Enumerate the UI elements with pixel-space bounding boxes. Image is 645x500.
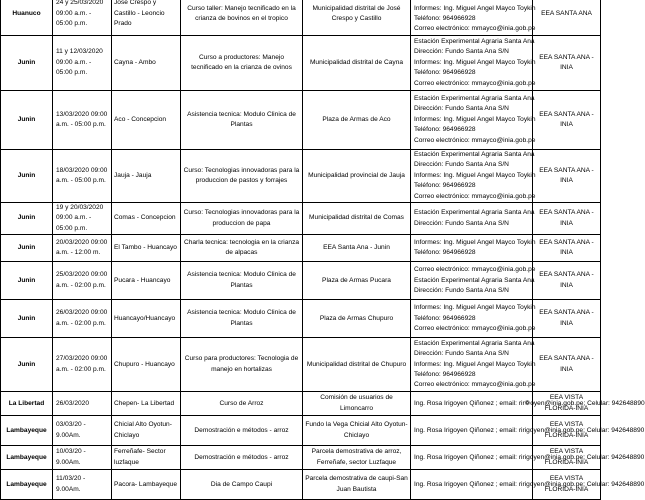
location-cell <box>112 150 181 203</box>
activity-text: Demostración e métodos - arroz <box>194 453 289 461</box>
unit-text: EEA SANTA ANA - INIA <box>539 309 594 327</box>
activity-cell <box>181 262 303 300</box>
activity-text: Dia de Campo Caupi <box>210 480 273 488</box>
date-text: 13/03/2020 09:00 a.m. - 05:00 p.m. <box>56 110 108 128</box>
contact-info-cell <box>411 235 536 262</box>
location-text: El Tambo - Huancayo <box>114 244 177 252</box>
contact-line: Correo electrónico: mmayco@inia.gob.pe <box>414 25 536 33</box>
contact-line: Estación Experimental Agraria Santa Ana <box>414 339 535 347</box>
region-cell <box>1 0 53 36</box>
date-cell <box>53 203 112 235</box>
venue-cell <box>303 0 411 36</box>
region-text: Junin <box>17 314 36 322</box>
date-cell <box>53 446 112 470</box>
activity-text: Curso a productores: Manejo tecnificado en la crianza de ovinos <box>191 53 292 71</box>
contact-info-cell <box>411 203 533 235</box>
unit-cell <box>533 338 601 392</box>
region-cell <box>1 470 53 500</box>
location-text: Ferreñafe- Sector luzfaque <box>114 448 166 466</box>
table-row <box>1 235 601 262</box>
activity-text: Asistencia tecnica: Modulo Clinica de Plantas <box>187 309 296 327</box>
contact-info-cell <box>411 36 536 91</box>
date-text: 10/03/20 - 9.00Am. <box>56 448 86 466</box>
region-cell <box>1 392 53 416</box>
activity-cell <box>181 36 303 91</box>
location-text: Chepen- La Libertad <box>114 399 175 407</box>
table-row <box>1 300 601 338</box>
location-cell <box>112 446 181 470</box>
region-text: Junin <box>17 115 36 123</box>
table-row <box>1 203 601 235</box>
region-text: Junin <box>17 276 36 284</box>
region-text: Junin <box>17 171 36 179</box>
activity-cell <box>181 235 303 262</box>
location-text: Pucara - Huancayo <box>114 276 171 284</box>
unit-text: EEA SANTA ANA - INIA <box>539 355 594 373</box>
date-cell <box>53 235 112 262</box>
date-text: 26/03/2020 09:00 a.m. - 02:00 p.m. <box>56 309 108 327</box>
contact-line: Informes: Ing. Miguel Angel Mayco Toykin <box>414 4 536 12</box>
location-text: Aco - Concepcion <box>114 115 167 123</box>
date-text: 27/03/2020 09:00 a.m. - 02:00 p.m. <box>56 355 108 373</box>
contact-line: Teléfono: 964966928 <box>414 15 476 22</box>
location-cell <box>112 470 181 500</box>
location-text: Huancayo/Huancayo <box>114 314 176 322</box>
venue-text: Plaza de Armas Pucara <box>322 276 391 284</box>
venue-cell <box>303 338 411 392</box>
date-text: 19 y 20/03/2020 09:00 a.m. - 05:00 p.m. <box>56 204 104 232</box>
location-cell <box>112 392 181 416</box>
contact-line: Teléfono: 964966928 <box>414 182 476 190</box>
venue-cell <box>303 235 411 262</box>
date-text: 25/03/2020 09:00 a.m. - 02:00 p.m. <box>56 271 108 289</box>
activity-text: Demostración e métodos - arroz <box>194 426 289 434</box>
venue-cell <box>303 416 411 446</box>
activity-cell <box>181 150 303 203</box>
region-text: Lambayeque <box>6 453 47 461</box>
location-text: Chicial Alto Oyotun-Chiclayo <box>114 421 172 439</box>
date-text: 24 y 25/03/2020 09:00 a.m. - 05:00 p.m. <box>56 0 104 28</box>
table-row <box>1 338 601 392</box>
date-cell <box>53 300 112 338</box>
contact-line: Correo electrónico: mmayco@inia.gob.pe <box>414 136 536 144</box>
contact-line: Correo electrónico: mmayco@inia.gob.pe <box>414 192 536 200</box>
region-text: La Libertad <box>8 399 45 407</box>
date-text: 11/03/20 - 9.00Am. <box>56 475 86 493</box>
unit-cell <box>533 150 601 203</box>
unit-text: EEA VISTA FLORIDA-INIA <box>544 475 589 493</box>
region-text: Junin <box>17 214 36 222</box>
location-text: Chupuro - Huancayo <box>114 360 175 368</box>
venue-text: EEA Santa Ana - Junin <box>323 244 390 252</box>
date-cell <box>53 392 112 416</box>
venue-text: Municipalidad distrital de José Crespo y Castillo <box>312 4 401 22</box>
venue-text: Municipalidad distrital de Cayna <box>309 58 404 66</box>
contact-line: Informes: Ing. Miguel Angel Mayco Toykin <box>414 238 536 246</box>
venue-cell <box>303 150 411 203</box>
location-cell <box>112 416 181 446</box>
contact-line: Estación Experimental Agraria Santa Ana <box>414 276 535 284</box>
contact-line: Ing. Rosa Irigoyen Qiñonez ; email: ririgoyen@inia.gob.pe; Celular: 942648890 <box>414 453 645 461</box>
contact-line: Teléfono: 964966928 <box>414 249 476 257</box>
contact-line: Ing. Rosa Irigoyen Qiñonez ; email: rir❁oyen@inia.gob.pe; Celular: 942648890 <box>414 399 645 407</box>
activity-text: Asistencia tecnica: Modulo Clinica de Plantas <box>187 271 296 289</box>
region-text: Lambayeque <box>6 426 47 434</box>
venue-cell <box>303 91 411 150</box>
unit-text: EEA SANTA ANA - INIA <box>539 110 594 128</box>
region-cell <box>1 416 53 446</box>
venue-cell <box>303 262 411 300</box>
region-cell <box>1 338 53 392</box>
location-text: Comas - Concepcion <box>114 214 176 222</box>
date-cell <box>53 0 112 36</box>
contact-line: Estación Experimental Agraria Santa Ana <box>414 151 535 158</box>
contact-line: Estación Experimental Agraria Santa Ana <box>414 94 535 102</box>
contact-line: Teléfono: 964966928 <box>414 69 476 77</box>
unit-cell <box>533 0 601 36</box>
table-row <box>1 0 601 36</box>
contact-info-cell <box>411 300 536 338</box>
location-cell <box>112 203 181 235</box>
contact-line: Dirección: Fundo Santa Ana S/N <box>414 105 509 113</box>
contact-line: Correo electrónico: mmayco@inia.gob.pe <box>414 324 536 332</box>
contact-line: Correo electrónico: mmayco@inia.gob.pe <box>414 79 536 87</box>
contact-line: Dirección: Fundo Santa Ana S/N <box>414 350 509 358</box>
unit-text: EEA SANTA ANA <box>541 9 592 17</box>
activity-cell <box>181 392 303 416</box>
table-row <box>1 446 601 470</box>
venue-text: Parcela demostrativa de caupi-San Juan Bautista <box>305 475 408 493</box>
table-row <box>1 262 601 300</box>
venue-cell <box>303 300 411 338</box>
location-cell <box>112 300 181 338</box>
contact-info-cell <box>411 262 536 300</box>
unit-text: EEA SANTA ANA - INIA <box>539 166 594 185</box>
activity-cell <box>181 446 303 470</box>
contact-line: Informes: Ing. Miguel Angel Mayco Toykin <box>414 360 536 368</box>
activity-cell <box>181 91 303 150</box>
unit-text: EEA SANTA ANA - INIA <box>539 238 594 257</box>
unit-cell <box>533 235 601 262</box>
table-row <box>1 392 601 416</box>
activity-text: Curso: Tecnologias innovadoras para la produccion de pastos y forrajes <box>183 166 300 185</box>
activity-text: Curso para productores: Tecnologia de manejo en hortalizas <box>184 355 299 373</box>
venue-text: Municipalidad provincial de Jauja <box>308 171 405 179</box>
date-cell <box>53 150 112 203</box>
unit-cell <box>533 262 601 300</box>
venue-cell <box>303 36 411 91</box>
region-cell <box>1 91 53 150</box>
region-text: Junin <box>17 360 36 368</box>
contact-line: Dirección: Fundo Santa Ana S/N <box>414 48 509 56</box>
contact-line: Dirección: Fundo Santa Ana S/N <box>414 219 509 227</box>
activity-cell <box>181 203 303 235</box>
contact-line: Ing. Rosa Irigoyen Qiñonez ; email: ririgoyen@inia.gob.pe; Celular: 942648890 <box>414 426 645 434</box>
location-cell <box>112 262 181 300</box>
location-text: Pacora- Lambayeque <box>114 480 178 488</box>
location-cell <box>112 0 181 36</box>
contact-line: Dirección: Fundo Santa Ana S/N <box>414 286 509 294</box>
activity-cell <box>181 300 303 338</box>
contact-line: Teléfono: 964966928 <box>414 126 476 134</box>
location-text: Jose Crespo y Castillo - Leoncio Prado <box>114 0 165 28</box>
activity-cell <box>181 470 303 500</box>
contact-line: Informes: Ing. Miguel Angel Mayco Toykin <box>414 171 536 179</box>
date-text: 03/03/20 - 9.00Am. <box>56 421 86 439</box>
activity-cell <box>181 416 303 446</box>
region-cell <box>1 300 53 338</box>
region-text: Lambayeque <box>6 480 47 488</box>
unit-text: EEA VISTA FLORIDA-INIA <box>544 448 589 466</box>
region-cell <box>1 150 53 203</box>
unit-cell <box>533 91 601 150</box>
table-row <box>1 470 601 500</box>
venue-text: Fundo la Vega Chicial Alto Oyotun-Chiclayo <box>305 421 408 439</box>
venue-text: Municipalidad distrital de Comas <box>309 214 404 222</box>
unit-cell <box>533 36 601 91</box>
location-cell <box>112 338 181 392</box>
activity-text: Charla tecnica: tecnologia en la crianza de alpacas <box>183 238 300 257</box>
venue-text: Municipalidad distrital de Chupuro <box>306 360 407 368</box>
activity-text: Asistencia tecnica: Modulo Clinica de Plantas <box>187 110 296 128</box>
table-row <box>1 150 601 203</box>
contact-info-cell <box>411 0 536 36</box>
date-cell <box>53 36 112 91</box>
venue-cell <box>303 392 411 416</box>
unit-cell <box>533 300 601 338</box>
contact-line: Ing. Rosa Irigoyen Qiñonez ; email: ririgoyen@inia.gob.pe; Celular: 942648890 <box>414 480 645 488</box>
region-cell <box>1 262 53 300</box>
unit-text: EEA VISTA FLORIDA-INIA <box>544 421 589 439</box>
date-text: 18/03/2020 09:00 a.m. - 05:00 p.m. <box>56 166 108 185</box>
region-cell <box>1 203 53 235</box>
contact-line: Correo electrónico: mmayco@inia.gob.pe <box>414 381 536 389</box>
date-cell <box>53 91 112 150</box>
contact-line: Informes: Ing. Miguel Angel Mayco Toykin <box>414 304 536 312</box>
contact-line: Teléfono: 964966928 <box>414 314 476 322</box>
location-text: Cayna - Ambo <box>114 58 156 66</box>
contact-info-cell <box>411 338 536 392</box>
activity-cell <box>181 338 303 392</box>
unit-text: EEA SANTA ANA - INIA <box>539 53 594 71</box>
region-cell <box>1 446 53 470</box>
contact-line: Estación Experimental Agraria Santa Ana <box>414 209 535 217</box>
region-text: Junin <box>17 58 36 66</box>
activity-cell <box>181 0 303 36</box>
date-cell <box>53 338 112 392</box>
location-cell <box>112 91 181 150</box>
contact-info-cell <box>411 91 536 150</box>
region-text: Huanuco <box>12 9 41 17</box>
unit-text: EEA SANTA ANA - INIA <box>539 209 594 227</box>
table-row <box>1 416 601 446</box>
date-cell <box>53 470 112 500</box>
venue-cell <box>303 446 411 470</box>
unit-text: EEA SANTA ANA - INIA <box>539 271 594 289</box>
location-text: Jauja - Jauja <box>114 171 152 179</box>
unit-text: EEA VISTA FLORIDA-INIA <box>544 394 589 412</box>
contact-line: Estación Experimental Agraria Santa Ana <box>414 37 535 45</box>
date-text: 20/03/2020 09:00 a.m. - 12:00 m. <box>56 238 108 257</box>
venue-text: Plaza de Armas de Aco <box>322 115 391 123</box>
venue-cell <box>303 470 411 500</box>
contact-line: Teléfono: 964966928 <box>414 370 476 378</box>
contact-info-cell <box>411 150 536 203</box>
venue-text: Parcela demostrativa de arroz, Ferreñafe, sector Luzfaque <box>311 448 402 466</box>
contact-line: Informes: Ing. Miguel Angel Mayco Toykin <box>414 58 536 66</box>
contact-line: Dirección: Fundo Santa Ana S/N <box>414 161 509 169</box>
contact-line: Correo electrónico: mmayco@inia.gob.pe <box>414 266 536 274</box>
table-row <box>1 36 601 91</box>
region-text: Junin <box>17 244 36 252</box>
date-cell <box>53 416 112 446</box>
venue-cell <box>303 203 411 235</box>
date-cell <box>53 262 112 300</box>
venue-text: Comisión de usuarios de Limoncarro <box>320 394 393 412</box>
activity-text: Curso de Arroz <box>219 399 264 407</box>
location-cell <box>112 36 181 91</box>
activity-text: Curso taller: Manejo tecnificado en la crianza de bovinos en el tropico <box>187 4 296 22</box>
date-text: 11 y 12/03/2020 09:00 a.m. - 05:00 p.m. <box>56 48 103 77</box>
table-row <box>1 91 601 150</box>
location-cell <box>112 235 181 262</box>
date-text: 26/03/2020 <box>56 399 90 407</box>
unit-cell <box>533 203 601 235</box>
contact-line: Informes: Ing. Miguel Angel Mayco Toykin <box>414 115 536 123</box>
venue-text: Plaza de Armas Chupuro <box>319 314 394 322</box>
activity-text: Curso: Tecnologias innovadoras para la produccion de papa <box>183 209 300 227</box>
region-cell <box>1 235 53 262</box>
region-cell <box>1 36 53 91</box>
